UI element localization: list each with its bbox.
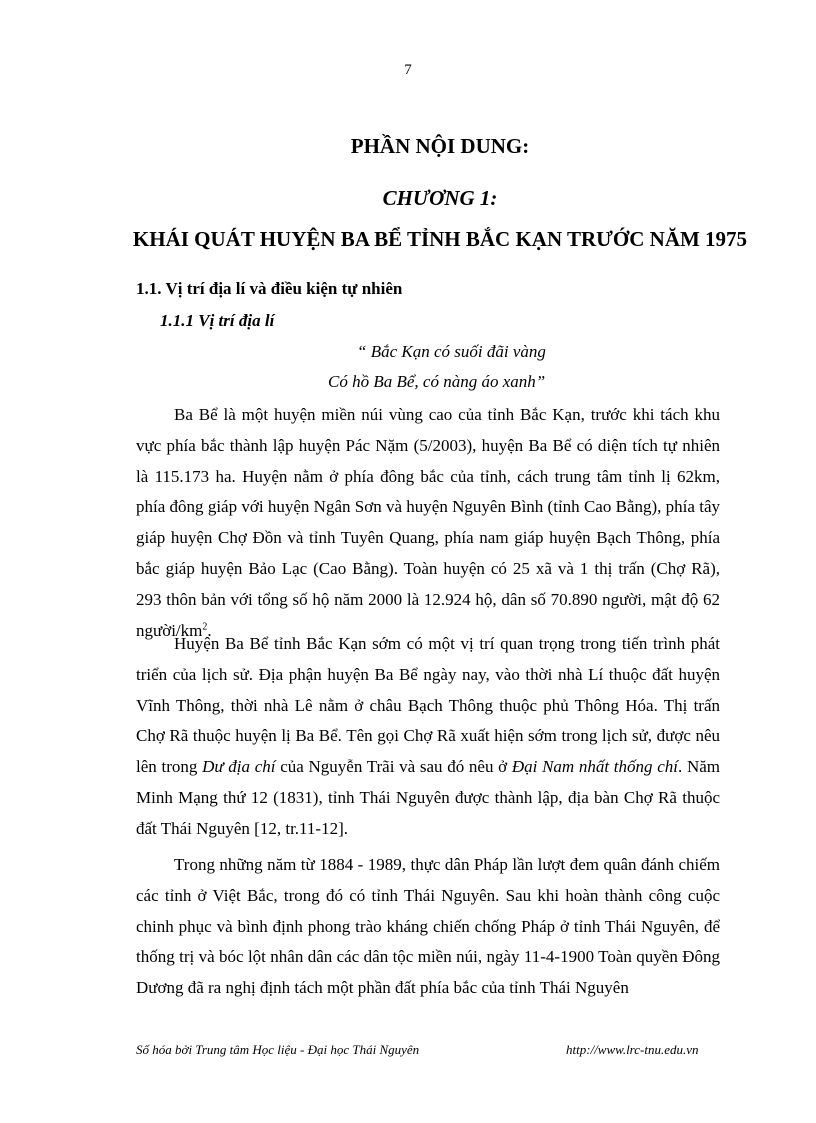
section-heading: 1.1. Vị trí địa lí và điều kiện tự nhiên	[136, 279, 403, 298]
book-title: Đại Nam nhất thống chí	[511, 757, 679, 777]
page-number: 7	[404, 62, 412, 78]
part-title: PHẦN NỘI DUNG:	[350, 134, 530, 158]
footer-source: Số hóa bởi Trung tâm Học liệu - Đại học Thái Nguyên	[136, 1042, 420, 1057]
paragraph-text: . Năm Minh Mạng thứ 12 (1831), tỉnh Thái Nguyên được thành lập, địa bàn Chợ Rã thuộc đất Thái Nguyên [12, tr.11-12].	[136, 757, 721, 838]
poem-line: “ Bắc Kạn có suối đãi vàng	[357, 342, 546, 361]
paragraph-text: Trong những năm từ 1884 - 1989, thực dân Pháp lần lượt đem quân đánh chiếm các tỉnh ở Việt Bắc, trong đó có tỉnh Thái Nguyên. Sau khi hoàn thành công cuộc chinh phục và bình định phong trào kháng chiến chống Pháp ở tỉnh Thái Nguyên, để thống trị và bóc lột nhân dân các dân tộc miền núi, ngày 11-4-1900 Toàn quyền Đông Dương đã ra nghị định tách một phần đất phía bắc của tỉnh Thái Nguyên	[136, 855, 720, 998]
chapter-label: CHƯƠNG 1:	[382, 186, 498, 210]
subsection-heading: 1.1.1 Vị trí địa lí	[160, 311, 275, 330]
paragraph-end: .	[207, 620, 212, 640]
footer-url: http://www.lrc-tnu.edu.vn	[566, 1042, 699, 1057]
paragraph-text: Ba Bể là một huyện miền núi vùng cao của tỉnh Bắc Kạn, trước khi tách khu vực phía bắc thành lập huyện Pác Nặm (5/2003), huyện Ba Bể có diện tích tự nhiên là 115.173 ha. Huyện nằm ở phía đông bắc của tỉnh, cách trung tâm tỉnh lị 62km, phía đông giáp với huyện Ngân Sơn và huyện Nguyên Bình (tỉnh Cao Bằng), phía tây giáp huyện Chợ Đồn và tỉnh Tuyên Quang, phía nam giáp huyện Bạch Thông, phía bắc giáp huyện Bảo Lạc (Cao Bằng). Toàn huyện có 25 xã và 1 thị trấn (Chợ Rã), 293 thôn bản với tổng số hộ năm 2000 là 12.924 hộ, dân số 70.890 người, mật độ 62 người/km	[136, 405, 720, 640]
superscript: 2	[202, 620, 208, 632]
body-paragraph	[136, 629, 720, 845]
chapter-title: KHÁI QUÁT HUYỆN BA BỂ TỈNH BẮC KẠN TRƯỚC NĂM 1975	[132, 227, 748, 251]
body-paragraph	[136, 850, 720, 1004]
body-paragraph	[136, 400, 720, 646]
poem-line: Có hồ Ba Bể, có nàng áo xanh”	[328, 372, 546, 391]
paragraph-text: Huyện Ba Bể tỉnh Bắc Kạn sớm có một vị trí quan trọng trong tiến trình phát triển của lịch sử. Địa phận huyện Ba Bể ngày nay, vào thời nhà Lí thuộc đất huyện Vĩnh Thông, thời nhà Lê nằm ở châu Bạch Thông thuộc phủ Thông Hóa. Thị trấn Chợ Rã thuộc huyện lị Ba Bể. Tên gọi Chợ Rã xuất hiện sớm trong lịch sử, được nêu lên trong	[136, 634, 720, 777]
paragraph-text: của Nguyễn Trãi và sau đó nêu ở	[275, 757, 512, 777]
book-title: Dư địa chí	[202, 757, 276, 777]
